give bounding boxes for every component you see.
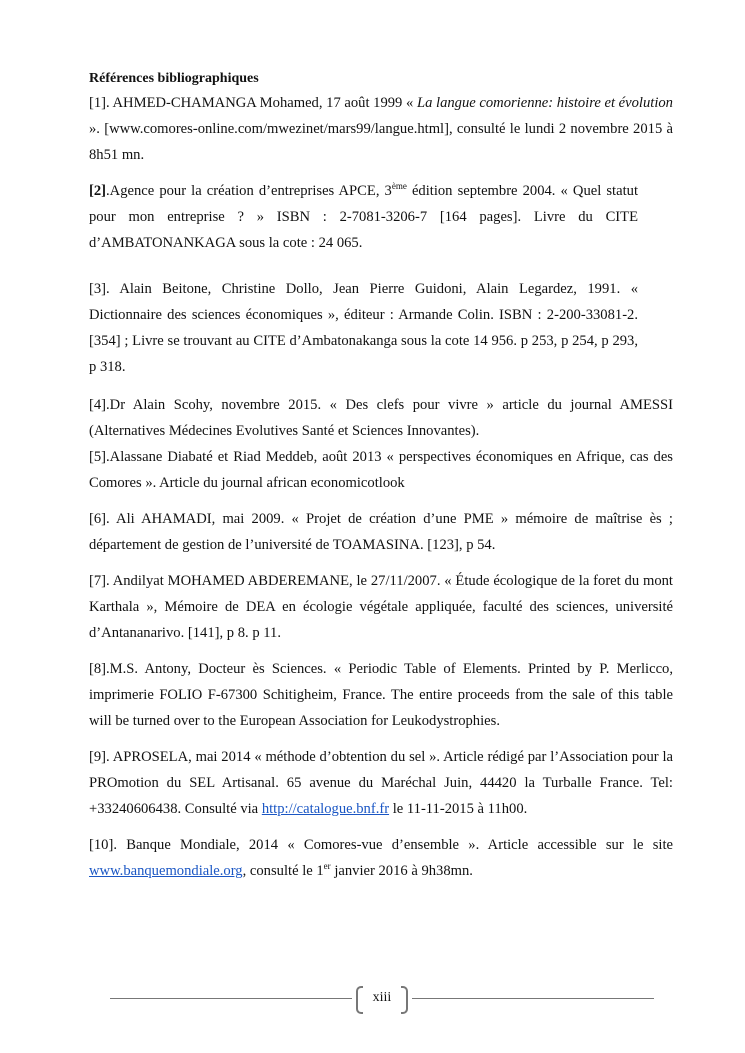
- reference-10-superscript: er: [323, 861, 331, 871]
- reference-10-text-mid: , consulté le 1: [242, 863, 324, 879]
- reference-2-number: [2]: [89, 183, 107, 199]
- reference-2-text: .Agence pour la création d’entreprises APCE, 3: [106, 183, 392, 199]
- reference-2: [89, 178, 638, 256]
- reference-9-text-end: le 11-11-2015 à 11h00.: [389, 801, 528, 817]
- reference-10: [89, 832, 673, 884]
- page-number: xiii: [372, 990, 392, 1005]
- right-bracket-icon: [401, 986, 408, 1014]
- reference-4: [4].Dr Alain Scohy, novembre 2015. « Des clefs pour vivre » article du journal AMESSI (Alternatives Médecines Evolutives Santé et Sciences Innovantes).: [89, 397, 673, 439]
- reference-8: [8].M.S. Antony, Docteur ès Sciences. « Periodic Table of Elements. Printed by P. Merlicco, imprimerie FOLIO F-67300 Schitigheim, France. The entire proceeds from the sale of this table will be turned over to the European Association for Leukodystrophies.: [89, 661, 673, 729]
- document-page: [89, 68, 673, 884]
- reference-9: [89, 744, 673, 822]
- reference-5: [5].Alassane Diabaté et Riad Meddeb, août 2013 « perspectives économiques en Afrique, cas des Comores ». Article du journal african economicotlook: [89, 449, 673, 491]
- reference-2-text-end: édition septembre 2004. « Quel statut pour mon entreprise ? » ISBN : 2-7081-3206-7 [164 pages]. Livre du CITE d’AMBATONANKAGA sous la cote : 24 065.: [89, 183, 638, 251]
- reference-1-title: La langue comorienne: histoire et évolution: [416, 95, 673, 111]
- reference-10-text: [10]. Banque Mondiale, 2014 « Comores-vue d’ensemble ». Article accessible sur le site: [89, 837, 673, 853]
- reference-6: [6]. Ali AHAMADI, mai 2009. « Projet de création d’une PME » mémoire de maîtrise ès ; département de gestion de l’université de TOAMASINA. [123], p 54.: [89, 511, 673, 553]
- reference-1: [89, 90, 673, 168]
- footer-rule-right: [412, 998, 654, 999]
- reference-3: [3]. Alain Beitone, Christine Dollo, Jean Pierre Guidoni, Alain Legardez, 1991. « Dictionnaire des sciences économiques », éditeur : Armande Colin. ISBN : 2-200-33081-2. [354] ; Livre se trouvant au CITE d’Ambatonakanga sous la cote 14 956. p 253, p 254, p 293, p 318.: [89, 281, 638, 375]
- banquemondiale-link[interactable]: www.banquemondiale.org: [89, 863, 243, 879]
- reference-7: [7]. Andilyat MOHAMED ABDEREMANE, le 27/11/2007. « Étude écologique de la foret du mont Karthala », Mémoire de DEA en écologie végétale appliquée, faculté des sciences, université d’Antananarivo. [141], p 8. p 11.: [89, 573, 673, 641]
- page-number-box: [356, 985, 408, 1013]
- reference-1-text: [1]. AHMED-CHAMANGA Mohamed, 17 août 1999 «: [89, 95, 417, 111]
- reference-1-text-end: ». [www.comores-online.com/mwezinet/mars99/langue.html], consulté le lundi 2 novembre 2015 à 8h51 mn.: [89, 121, 673, 163]
- page-footer: [110, 985, 654, 1013]
- reference-10-text-end: janvier 2016 à 9h38mn.: [330, 863, 473, 879]
- left-bracket-icon: [356, 986, 363, 1014]
- footer-rule-left: [110, 998, 352, 999]
- catalogue-bnf-link[interactable]: http://catalogue.bnf.fr: [261, 801, 390, 817]
- page-heading: Références bibliographiques: [89, 71, 259, 86]
- reference-2-superscript: ème: [391, 181, 407, 191]
- reference-9-text: [9]. APROSELA, mai 2014 « méthode d’obtention du sel ». Article rédigé par l’Association pour la PROmotion du SEL Artisanal. 65 avenue du Maréchal Juin, 44420 la Turballe France. Tel: +33240606438. Consulté via: [89, 749, 673, 817]
